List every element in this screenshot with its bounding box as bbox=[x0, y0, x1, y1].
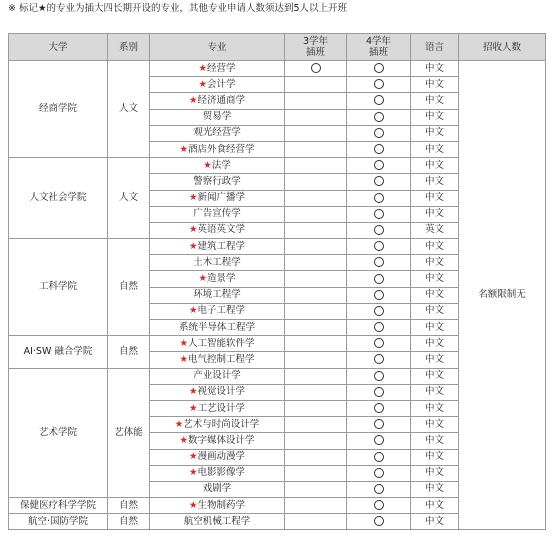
year3-cell bbox=[285, 222, 347, 238]
major-name: 系统半导体工程学 bbox=[178, 321, 255, 333]
year3-cell bbox=[285, 190, 347, 206]
major-name: 法学 bbox=[211, 159, 231, 171]
major-name: 经济通商学 bbox=[197, 94, 246, 106]
division-cell: 人文 bbox=[108, 61, 150, 158]
major-cell bbox=[150, 93, 285, 109]
major-name: 环境工程学 bbox=[193, 289, 241, 301]
major-name: 观光经营学 bbox=[193, 127, 241, 139]
circle-icon bbox=[374, 371, 384, 381]
year4-cell bbox=[347, 93, 411, 109]
language-cell: 中文 bbox=[411, 352, 459, 368]
circle-icon bbox=[374, 419, 384, 429]
star-mark-icon: ★ bbox=[188, 386, 198, 398]
major-name: 经营学 bbox=[207, 62, 236, 74]
major-cell bbox=[150, 190, 285, 206]
language-cell: 中文 bbox=[411, 417, 459, 433]
star-mark-icon: ★ bbox=[174, 418, 184, 430]
major-cell bbox=[150, 158, 285, 174]
major-cell bbox=[150, 141, 285, 157]
division-cell: 自然 bbox=[108, 239, 150, 336]
major-name: 新闻广播学 bbox=[197, 192, 246, 204]
language-cell: 中文 bbox=[411, 125, 459, 141]
year3-cell bbox=[285, 336, 347, 352]
star-mark-icon: ★ bbox=[179, 434, 188, 446]
circle-icon bbox=[374, 500, 384, 510]
header-university: 大学 bbox=[9, 34, 108, 61]
year4-cell bbox=[347, 481, 411, 497]
major-name: 戏剧学 bbox=[202, 483, 232, 495]
year4-cell bbox=[347, 190, 411, 206]
year3-cell bbox=[285, 320, 347, 336]
university-cell: 经商学院 bbox=[9, 61, 108, 158]
circle-icon bbox=[374, 209, 384, 219]
major-cell bbox=[150, 400, 285, 416]
year4-cell bbox=[347, 352, 411, 368]
quota-cell: 名额限制无 bbox=[459, 61, 546, 530]
circle-icon bbox=[374, 338, 384, 348]
major-name: 人工智能软件学 bbox=[188, 337, 255, 349]
major-cell bbox=[150, 174, 285, 190]
major-cell bbox=[150, 239, 285, 255]
circle-icon bbox=[374, 484, 384, 494]
language-cell: 中文 bbox=[411, 61, 459, 77]
language-cell: 中文 bbox=[411, 465, 459, 481]
language-cell: 中文 bbox=[411, 206, 459, 222]
major-cell bbox=[150, 61, 285, 77]
major-name: 造景学 bbox=[207, 273, 236, 285]
year4-cell bbox=[347, 287, 411, 303]
year3-cell bbox=[285, 125, 347, 141]
language-cell: 中文 bbox=[411, 514, 459, 530]
header-year4 bbox=[347, 34, 411, 61]
year4-cell bbox=[347, 158, 411, 174]
year3-cell bbox=[285, 417, 347, 433]
division-cell: 艺体能 bbox=[108, 368, 150, 498]
language-cell: 中文 bbox=[411, 109, 459, 125]
major-cell bbox=[150, 433, 285, 449]
year4-cell bbox=[347, 206, 411, 222]
year3-cell bbox=[285, 481, 347, 497]
circle-icon bbox=[374, 112, 384, 122]
circle-icon bbox=[374, 144, 384, 154]
major-cell bbox=[150, 303, 285, 319]
language-cell: 中文 bbox=[411, 287, 459, 303]
language-cell: 中文 bbox=[411, 141, 459, 157]
year3-cell bbox=[285, 109, 347, 125]
table-note: ※ 标记★的专业为插大四长期开设的专业，其他专业申请人数须达到5人以上开班 bbox=[8, 3, 348, 14]
header-year3 bbox=[285, 34, 347, 61]
university-cell: AI·SW 融合学院 bbox=[9, 336, 108, 368]
major-cell bbox=[150, 368, 285, 384]
language-cell: 中文 bbox=[411, 93, 459, 109]
circle-icon bbox=[374, 176, 384, 186]
language-cell: 中文 bbox=[411, 368, 459, 384]
year4-cell bbox=[347, 320, 411, 336]
year3-cell bbox=[285, 93, 347, 109]
year4-cell bbox=[347, 255, 411, 271]
language-cell: 中文 bbox=[411, 271, 459, 287]
header-year4-label: 4学年 插班 bbox=[365, 36, 392, 58]
major-cell bbox=[150, 255, 285, 271]
circle-icon bbox=[374, 516, 384, 526]
year4-cell bbox=[347, 303, 411, 319]
circle-icon bbox=[374, 95, 384, 105]
major-name: 建筑工程学 bbox=[197, 240, 246, 252]
star-mark-icon: ★ bbox=[188, 240, 198, 252]
language-cell: 中文 bbox=[411, 77, 459, 93]
major-name: 电影影像学 bbox=[197, 467, 246, 479]
circle-icon bbox=[374, 435, 384, 445]
major-cell bbox=[150, 125, 285, 141]
language-cell: 中文 bbox=[411, 498, 459, 514]
year3-cell bbox=[285, 433, 347, 449]
major-cell bbox=[150, 77, 285, 93]
circle-icon bbox=[374, 290, 384, 300]
star-mark-icon: ★ bbox=[198, 78, 207, 90]
division-cell: 自然 bbox=[108, 514, 150, 530]
major-name: 广告宣传学 bbox=[193, 208, 241, 220]
major-name: 土木工程学 bbox=[193, 256, 241, 268]
language-cell: 中文 bbox=[411, 320, 459, 336]
major-cell bbox=[150, 109, 285, 125]
university-cell: 艺术学院 bbox=[9, 368, 108, 498]
circle-icon bbox=[374, 387, 384, 397]
circle-icon bbox=[374, 128, 384, 138]
year3-cell bbox=[285, 158, 347, 174]
year3-cell bbox=[285, 287, 347, 303]
star-mark-icon: ★ bbox=[179, 337, 188, 349]
circle-icon bbox=[374, 468, 384, 478]
major-name: 艺术与时尚设计学 bbox=[183, 418, 260, 430]
major-cell bbox=[150, 465, 285, 481]
year4-cell bbox=[347, 77, 411, 93]
year4-cell bbox=[347, 417, 411, 433]
year3-cell bbox=[285, 206, 347, 222]
year4-cell bbox=[347, 174, 411, 190]
language-cell: 中文 bbox=[411, 384, 459, 400]
year3-cell bbox=[285, 498, 347, 514]
year3-cell bbox=[285, 77, 347, 93]
year4-cell bbox=[347, 384, 411, 400]
major-cell bbox=[150, 417, 285, 433]
division-cell: 自然 bbox=[108, 498, 150, 514]
major-cell bbox=[150, 498, 285, 514]
university-cell: 人文社会学院 bbox=[9, 158, 108, 239]
language-cell: 中文 bbox=[411, 400, 459, 416]
language-cell: 中文 bbox=[411, 190, 459, 206]
year4-cell bbox=[347, 141, 411, 157]
university-cell: 工科学院 bbox=[9, 239, 108, 336]
year3-cell bbox=[285, 400, 347, 416]
header-year3-label: 3学年 插班 bbox=[302, 36, 329, 58]
star-mark-icon: ★ bbox=[203, 159, 212, 171]
year3-cell bbox=[285, 61, 347, 77]
circle-icon bbox=[374, 225, 384, 235]
circle-icon bbox=[374, 79, 384, 89]
major-name: 航空机械工程学 bbox=[183, 515, 251, 527]
major-name: 警察行政学 bbox=[193, 175, 241, 187]
star-mark-icon: ★ bbox=[188, 224, 198, 236]
star-mark-icon: ★ bbox=[188, 499, 198, 511]
division-cell: 自然 bbox=[108, 336, 150, 368]
major-name: 贸易学 bbox=[202, 111, 232, 123]
circle-icon bbox=[374, 160, 384, 170]
year3-cell bbox=[285, 239, 347, 255]
year3-cell bbox=[285, 271, 347, 287]
major-name: 产业设计学 bbox=[193, 370, 241, 382]
major-cell bbox=[150, 481, 285, 497]
header-language: 语言 bbox=[411, 34, 459, 61]
major-cell bbox=[150, 514, 285, 530]
language-cell: 中文 bbox=[411, 481, 459, 497]
language-cell: 中文 bbox=[411, 433, 459, 449]
table-header-row bbox=[9, 34, 546, 61]
major-cell bbox=[150, 449, 285, 465]
star-mark-icon: ★ bbox=[188, 305, 198, 317]
year3-cell bbox=[285, 384, 347, 400]
language-cell: 中文 bbox=[411, 158, 459, 174]
circle-icon bbox=[374, 403, 384, 413]
major-cell bbox=[150, 222, 285, 238]
language-cell: 英文 bbox=[411, 222, 459, 238]
year4-cell bbox=[347, 125, 411, 141]
header-quota: 招收人数 bbox=[459, 34, 546, 61]
university-cell: 航空·国防学院 bbox=[9, 514, 108, 530]
year3-cell bbox=[285, 368, 347, 384]
star-mark-icon: ★ bbox=[179, 143, 188, 155]
major-cell bbox=[150, 320, 285, 336]
table-row bbox=[9, 61, 546, 77]
circle-icon bbox=[311, 63, 321, 73]
star-mark-icon: ★ bbox=[188, 451, 198, 463]
star-mark-icon: ★ bbox=[188, 94, 198, 106]
circle-icon bbox=[374, 63, 384, 73]
year3-cell bbox=[285, 255, 347, 271]
language-cell: 中文 bbox=[411, 336, 459, 352]
star-mark-icon: ★ bbox=[188, 192, 198, 204]
star-mark-icon: ★ bbox=[198, 273, 207, 285]
major-name: 数字媒体设计学 bbox=[188, 434, 255, 446]
major-name: 电子工程学 bbox=[197, 305, 246, 317]
year4-cell bbox=[347, 239, 411, 255]
division-cell: 人文 bbox=[108, 158, 150, 239]
circle-icon bbox=[374, 306, 384, 316]
major-cell bbox=[150, 287, 285, 303]
circle-icon bbox=[374, 257, 384, 267]
year3-cell bbox=[285, 449, 347, 465]
circle-icon bbox=[374, 274, 384, 284]
major-name: 漫画动漫学 bbox=[197, 451, 246, 463]
major-name: 视觉设计学 bbox=[197, 386, 246, 398]
circle-icon bbox=[374, 452, 384, 462]
star-mark-icon: ★ bbox=[188, 467, 198, 479]
circle-icon bbox=[374, 354, 384, 364]
year3-cell bbox=[285, 514, 347, 530]
year3-cell bbox=[285, 352, 347, 368]
year4-cell bbox=[347, 109, 411, 125]
major-cell bbox=[150, 384, 285, 400]
year4-cell bbox=[347, 433, 411, 449]
star-mark-icon: ★ bbox=[198, 62, 207, 74]
language-cell: 中文 bbox=[411, 239, 459, 255]
year3-cell bbox=[285, 303, 347, 319]
admission-table bbox=[8, 33, 546, 530]
year4-cell bbox=[347, 449, 411, 465]
language-cell: 中文 bbox=[411, 255, 459, 271]
header-major: 专业 bbox=[150, 34, 285, 61]
header-division: 系别 bbox=[108, 34, 150, 61]
language-cell: 中文 bbox=[411, 449, 459, 465]
year4-cell bbox=[347, 465, 411, 481]
year4-cell bbox=[347, 222, 411, 238]
language-cell: 中文 bbox=[411, 303, 459, 319]
major-name: 会计学 bbox=[207, 78, 236, 90]
major-cell bbox=[150, 271, 285, 287]
star-mark-icon: ★ bbox=[188, 402, 198, 414]
major-cell bbox=[150, 206, 285, 222]
major-name: 工艺设计学 bbox=[197, 402, 246, 414]
major-name: 酒店外食经营学 bbox=[188, 143, 255, 155]
major-cell bbox=[150, 336, 285, 352]
major-name: 电气控制工程学 bbox=[188, 353, 255, 365]
year4-cell bbox=[347, 271, 411, 287]
circle-icon bbox=[374, 193, 384, 203]
table-body bbox=[9, 61, 546, 530]
circle-icon bbox=[374, 241, 384, 251]
year3-cell bbox=[285, 174, 347, 190]
year4-cell bbox=[347, 400, 411, 416]
major-name: 英语英文学 bbox=[197, 224, 246, 236]
year4-cell bbox=[347, 336, 411, 352]
star-mark-icon: ★ bbox=[179, 353, 188, 365]
language-cell: 中文 bbox=[411, 174, 459, 190]
year4-cell bbox=[347, 498, 411, 514]
year4-cell bbox=[347, 368, 411, 384]
year3-cell bbox=[285, 141, 347, 157]
university-cell: 保健医疗科学学院 bbox=[9, 498, 108, 514]
major-name: 生物制药学 bbox=[197, 499, 246, 511]
year4-cell bbox=[347, 61, 411, 77]
year3-cell bbox=[285, 465, 347, 481]
year4-cell bbox=[347, 514, 411, 530]
circle-icon bbox=[374, 322, 384, 332]
major-cell bbox=[150, 352, 285, 368]
